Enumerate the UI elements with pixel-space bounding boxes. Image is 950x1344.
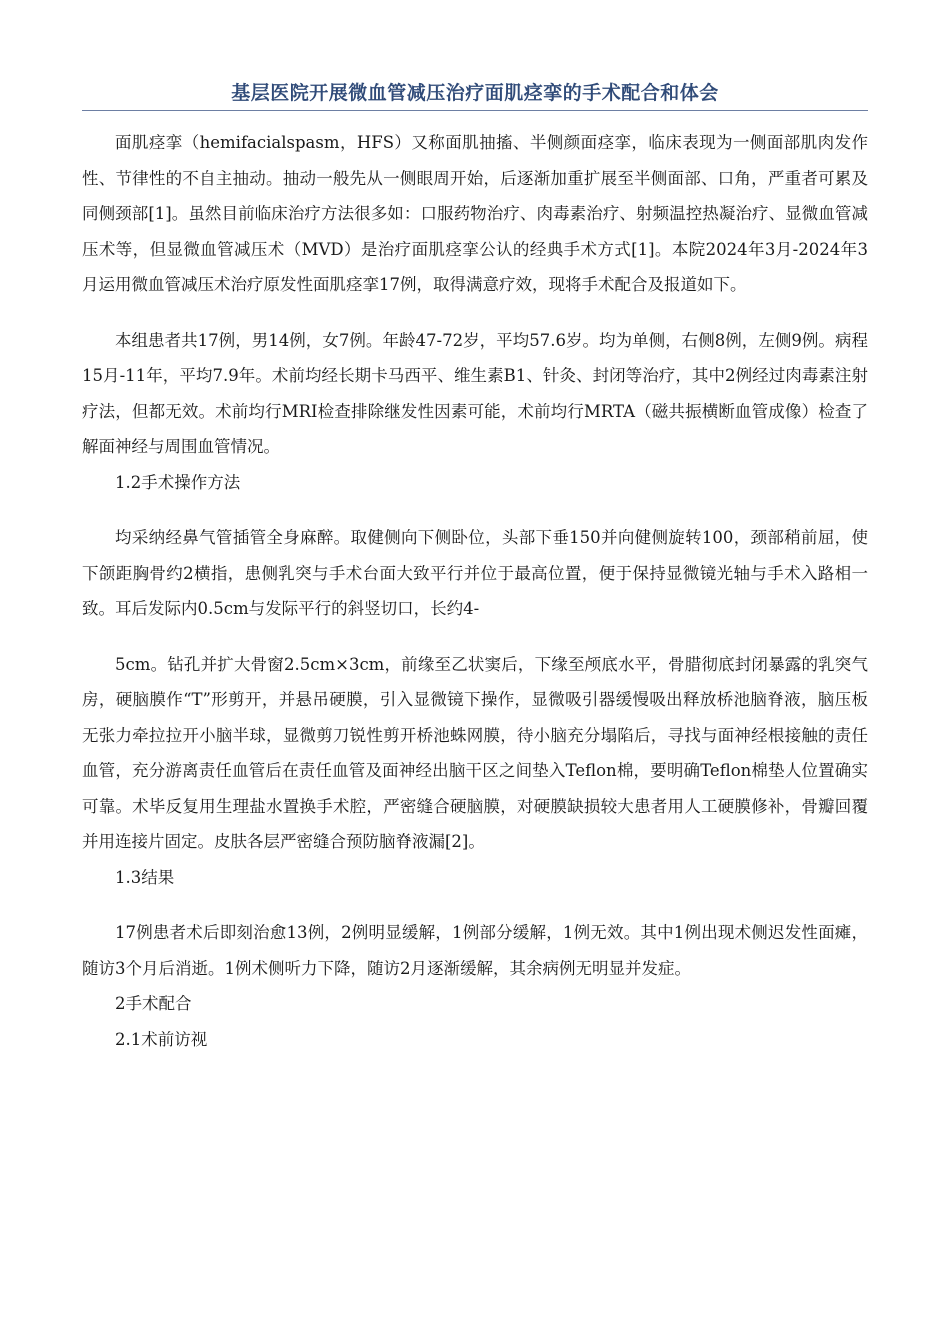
paragraph-intro: 面肌痉挛（hemifacialspasm，HFS）又称面肌抽搐、半侧颜面痉挛，临床表现为一侧面部肌肉发作性、节律性的不自主抽动。抽动一般先从一侧眼周开始，后逐渐加重扩展至半侧面部、口角，严重者可累及同侧颈部[1]。虽然目前临床治疗方法很多如：口服药物治疗、肉毒素治疗、射频温控热凝治疗、显微血管减压术等，但显微血管减压术（MVD）是治疗面肌痉挛公认的经典手术方式[1]。本院2024年3月-2024年3月运用微血管减压术治疗原发性面肌痉挛17例，取得满意疗效，现将手术配合及报道如下。 bbox=[82, 133, 868, 294]
paragraph-method-part-2: 5cm。钻孔并扩大骨窗2.5cm×3cm，前缘至乙状窦后，下缘至颅底水平，骨腊彻底封闭暴露的乳突气房，硬脑膜作“T”形剪开，并悬吊硬膜，引入显微镜下操作，显微吸引器缓慢吸出释放桥池脑脊液，脑压板无张力牵拉拉开小脑半球，显微剪刀锐性剪开桥池蛛网膜，待小脑充分塌陷后，寻找与面神经根接触的责任血管，充分游离责任血管后在责任血管及面神经出脑干区之间垫入Teflon棉，要明确Teflon棉垫人位置确实可靠。术毕反复用生理盐水置换手术腔，严密缝合硬脑膜，对硬膜缺损较大患者用人工硬膜修补，骨瓣回覆并用连接片固定。皮肤各层严密缝合预防脑脊液漏[2]。 bbox=[82, 654, 868, 851]
section-heading-1-3: 1.3结果 bbox=[115, 867, 175, 887]
document-title: 基层医院开展微血管减压治疗面肌痉挛的手术配合和体会 bbox=[82, 78, 868, 111]
section-heading-1-2: 1.2手术操作方法 bbox=[115, 472, 241, 492]
section-heading-2-1: 2.1术前访视 bbox=[115, 1029, 208, 1049]
section-heading-2: 2手术配合 bbox=[115, 994, 192, 1013]
document-page bbox=[82, 78, 868, 1057]
paragraph-method-part-1: 均采纳经鼻气管插管全身麻醉。取健侧向下侧卧位，头部下垂150并向健侧旋转100，颈部稍前屈，使下颌距胸骨约2横指，患侧乳突与手术台面大致平行并位于最高位置，便于保持显微镜光轴与手术入路相一致。耳后发际内0.5cm与发际平行的斜竖切口，长约4- bbox=[82, 528, 868, 618]
paragraph-results: 17例患者术后即刻治愈13例，2例明显缓解，1例部分缓解，1例无效。其中1例出现术侧迟发性面瘫，随访3个月后消逝。1例术侧听力下降，随访2月逐渐缓解，其余病例无明显并发症。 bbox=[82, 923, 868, 978]
paragraph-patients: 本组患者共17例，男14例，女7例。年龄47-72岁，平均57.6岁。均为单侧，右侧8例，左侧9例。病程15月-11年，平均7.9年。术前均经长期卡马西平、维生素B1、针灸、封闭等治疗，其中2例经过肉毒素注射疗法，但都无效。术前均行MRI检查排除继发性因素可能，术前均行MRTA（磁共振横断血管成像）检查了解面神经与周围血管情况。 bbox=[82, 330, 868, 456]
